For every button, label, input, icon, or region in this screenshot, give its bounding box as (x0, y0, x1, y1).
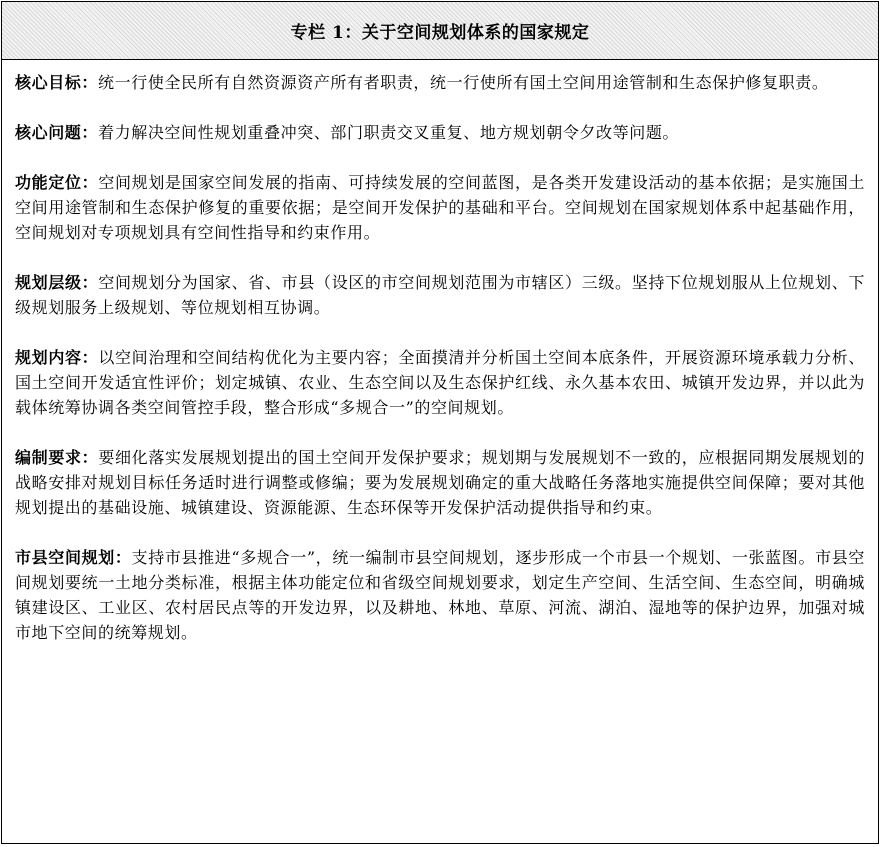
section-label: 核心目标： (15, 73, 99, 92)
section-text: 统一行使全民所有自然资源资产所有者职责，统一行使所有国土空间用途管制和生态保护修复职责。 (98, 73, 829, 92)
column-header (2, 2, 878, 60)
section-compilation-requirements (15, 445, 865, 520)
section-planning-content (15, 345, 865, 420)
section-text: 空间规划是国家空间发展的指南、可持续发展的空间蓝图，是各类开发建设活动的基本依据；是实施国土空间用途管制和生态保护修复的重要依据；是空间开发保护的基础和平台。空间规划在国家规划体系中起基础作用，空间规划对专项规划具有空间性指导和约束作用。 (15, 173, 865, 242)
section-planning-levels (15, 270, 865, 320)
section-text: 支持市县推进“多规合一”，统一编制市县空间规划，逐步形成一个市县一个规划、一张蓝图。市县空间规划要统一土地分类标准，根据主体功能定位和省级空间规划要求，划定生产空间、生活空间、生态空间，明确城镇建设区、工业区、农村居民点等的开发边界，以及耕地、林地、草原、河流、湖泊、湿地等的保护边界，加强对城市地下空间的统筹规划。 (15, 548, 865, 642)
section-function-position (15, 170, 865, 245)
section-label: 规划层级： (15, 273, 99, 292)
section-label: 规划内容： (15, 348, 99, 367)
section-label: 编制要求： (15, 448, 99, 467)
section-label: 市县空间规划： (15, 548, 132, 567)
section-text: 要细化落实发展规划提出的国土空间开发保护要求；规划期与发展规划不一致的，应根据同期发展规划的战略安排对规划目标任务适时进行调整或修编；要为发展规划确定的重大战略任务落地实施提供空间保障；要对其他规划提出的基础设施、城镇建设、资源能源、生态环保等开发保护活动提供指导和约束。 (15, 448, 865, 517)
section-core-problem (15, 120, 865, 145)
column-title: 专栏 1：关于空间规划体系的国家规定 (290, 23, 590, 43)
section-text: 着力解决空间性规划重叠冲突、部门职责交叉重复、地方规划朝令夕改等问题。 (98, 123, 680, 142)
column-content (2, 60, 878, 645)
section-text: 空间规划分为国家、省、市县（设区的市空间规划范围为市辖区）三级。坚持下位规划服从上位规划、下级规划服务上级规划、等位规划相互协调。 (15, 273, 865, 317)
section-county-spatial-planning (15, 545, 865, 645)
section-label: 核心问题： (15, 123, 99, 142)
section-text: 以空间治理和空间结构优化为主要内容；全面摸清并分析国土空间本底条件，开展资源环境承载力分析、国土空间开发适宜性评价；划定城镇、农业、生态空间以及生态保护红线、永久基本农田、城镇开发边界，并以此为载体统筹协调各类空间管控手段，整合形成“多规合一”的空间规划。 (15, 348, 865, 417)
section-label: 功能定位： (15, 173, 99, 192)
section-core-goal (15, 70, 865, 95)
column-box (1, 1, 879, 844)
